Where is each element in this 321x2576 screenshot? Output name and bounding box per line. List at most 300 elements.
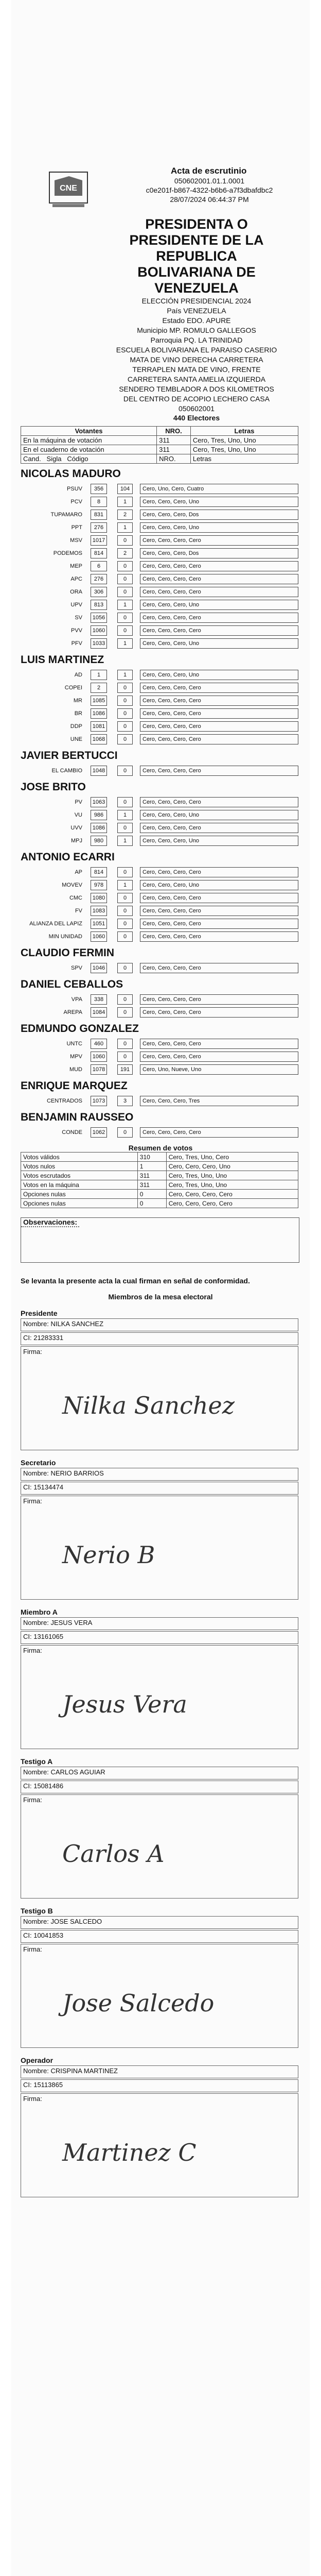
party-code: 460	[91, 1039, 107, 1049]
signature-icon	[21, 1955, 298, 2046]
candidate-name: ANTONIO ECARRI	[21, 851, 115, 863]
party-sigla: MPJ	[71, 837, 82, 844]
party-sigla: CMC	[69, 894, 82, 901]
signature-text: Nilka Sanchez	[62, 1392, 235, 1419]
table-row	[21, 1190, 298, 1199]
party-row	[21, 1126, 298, 1139]
sub-label: Código	[67, 455, 88, 463]
party-votes-words: Cero, Cero, Cero, Cero	[140, 535, 298, 546]
candidate-name: DANIEL CEBALLOS	[21, 978, 123, 990]
party-row	[21, 834, 298, 847]
svg-text:CNE: CNE	[60, 184, 77, 193]
party-code: 1080	[91, 893, 107, 903]
party-code: 1083	[91, 906, 107, 916]
party-code: 1085	[91, 696, 107, 706]
party-sigla: UNTC	[66, 1040, 82, 1047]
party-votes: 0	[117, 963, 133, 973]
party-code: 1060	[91, 625, 107, 636]
party-code: 814	[91, 867, 107, 877]
party-sigla: VU	[74, 811, 82, 818]
party-row	[21, 585, 298, 598]
party-code: 986	[91, 810, 107, 820]
party-row	[21, 808, 298, 821]
signature-box	[21, 1645, 298, 1749]
party-sigla: CENTRADOS	[46, 1097, 82, 1104]
party-votes: 0	[117, 1007, 133, 1018]
party-row	[21, 547, 298, 560]
party-sigla: PODEMOS	[53, 550, 82, 556]
party-votes-words: Cero, Cero, Cero, Cero	[140, 1007, 298, 1018]
party-code: 1046	[91, 963, 107, 973]
party-votes: 0	[117, 766, 133, 776]
votantes-table	[21, 426, 298, 464]
party-row	[21, 521, 298, 534]
party-code: 8	[91, 497, 107, 507]
candidate-name: NICOLAS MADURO	[21, 468, 121, 480]
party-votes-words: Cero, Cero, Cero, Cero	[140, 994, 298, 1005]
party-votes-words: Cero, Cero, Cero, Cero	[140, 1127, 298, 1138]
party-code: 1073	[91, 1096, 107, 1106]
cell: En el cuaderno de votación	[21, 445, 157, 454]
member-name: Nombre: JOSE SALCEDO	[21, 1916, 298, 1929]
table-row	[21, 1171, 298, 1180]
cne-logo-icon	[48, 170, 88, 210]
firma-label: Firma:	[23, 1796, 42, 1804]
party-sigla: AP	[75, 869, 82, 875]
party-row	[21, 795, 298, 808]
cell: 311	[157, 436, 191, 445]
members-list	[21, 1309, 298, 2197]
party-row	[21, 733, 298, 745]
party-sigla: AD	[74, 671, 82, 678]
acta-label: Acta de escrutinio	[171, 166, 247, 176]
cell: 0	[137, 1199, 166, 1208]
party-votes: 0	[117, 994, 133, 1005]
party-row	[21, 508, 298, 521]
party-votes: 0	[117, 708, 133, 719]
member-block	[21, 1907, 298, 2048]
party-code: 2	[91, 683, 107, 693]
cell: 311	[157, 445, 191, 454]
cell: Cero, Tres, Uno, Uno	[166, 1180, 298, 1190]
header	[11, 0, 310, 216]
firma-label: Firma:	[23, 1945, 42, 1953]
observaciones-box	[21, 1217, 299, 1263]
party-votes-words: Cero, Cero, Cero, Uno	[140, 810, 298, 820]
table-row	[21, 436, 298, 445]
observaciones-label: Observaciones:	[21, 1218, 79, 1227]
party-code: 1081	[91, 721, 107, 732]
header-info	[124, 166, 294, 204]
receipt	[11, 0, 310, 2576]
candidates-list	[21, 468, 298, 1139]
party-votes-words: Cero, Uno, Cero, Cuatro	[140, 484, 298, 494]
party-row	[21, 1063, 298, 1076]
party-votes-words: Cero, Cero, Cero, Cero	[140, 906, 298, 916]
sub-cand	[21, 454, 157, 464]
datetime: 28/07/2024 06:44:37 PM	[170, 195, 249, 204]
party-sigla: MEP	[70, 563, 82, 569]
signature-text: Carlos A	[62, 1840, 165, 1868]
party-sigla: ORA	[70, 588, 82, 595]
party-code: 813	[91, 600, 107, 610]
member-ci: CI: 21283331	[21, 1332, 298, 1345]
cell: Votos nulos	[21, 1162, 138, 1171]
th-nro: NRO.	[157, 427, 191, 436]
member-block	[21, 1459, 298, 1600]
party-votes: 0	[117, 823, 133, 833]
party-votes-words: Cero, Cero, Cero, Cero	[140, 919, 298, 929]
party-sigla: PSUV	[67, 485, 82, 492]
signature-box	[21, 2093, 298, 2197]
party-votes: 191	[117, 1064, 133, 1075]
member-name: Nombre: NERIO BARRIOS	[21, 1468, 298, 1481]
party-votes: 1	[117, 522, 133, 533]
party-votes: 0	[117, 867, 133, 877]
page-title: PRESIDENTA O PRESIDENTE DE LA REPUBLICA BOLIVARIANA DE VENEZUELA	[129, 216, 264, 296]
party-row	[21, 891, 298, 904]
signature-box	[21, 1944, 298, 2048]
table-row	[21, 1180, 298, 1190]
party-row	[21, 878, 298, 891]
member-name: Nombre: CARLOS AGUIAR	[21, 1767, 298, 1780]
signature-icon	[21, 1357, 298, 1449]
party-votes-words: Cero, Cero, Cero, Uno	[140, 880, 298, 890]
party-votes: 0	[117, 893, 133, 903]
party-votes: 0	[117, 1052, 133, 1062]
party-sigla: FV	[75, 907, 82, 914]
member-role: Miembro A	[21, 1608, 58, 1616]
party-votes-words: Cero, Cero, Cero, Uno	[140, 600, 298, 610]
party-votes: 0	[117, 587, 133, 597]
mesa-title: Miembros de la mesa electoral	[108, 1293, 213, 1301]
school: ESCUELA BOLIVARIANA EL PARAISO CASERIO MATA DE VINO DERECHA CARRETERA TERRAPLEN MATA DE VINO, FRENTE CARRETERA SANTA AMELIA IZQUIERDA SENDERO TEMBLADOR A DOS KILOMETROS DEL CENTRO DE ACOPIO LECHERO CASA	[116, 346, 277, 403]
party-code: 1086	[91, 708, 107, 719]
party-votes: 1	[117, 810, 133, 820]
firma-label: Firma:	[23, 1497, 42, 1505]
party-code: 1048	[91, 766, 107, 776]
table-row	[21, 1199, 298, 1208]
signature-box	[21, 1794, 298, 1899]
th-letras: Letras	[190, 427, 298, 436]
party-sigla: MOVEV	[62, 882, 82, 888]
party-code: 1051	[91, 919, 107, 929]
party-votes: 104	[117, 484, 133, 494]
member-role: Presidente	[21, 1309, 58, 1317]
state: Estado EDO. APURE	[162, 316, 231, 325]
party-row	[21, 930, 298, 943]
party-code: 1068	[91, 734, 107, 744]
party-row	[21, 707, 298, 720]
party-code: 1060	[91, 1052, 107, 1062]
cell: 1	[137, 1162, 166, 1171]
party-sigla: VPA	[71, 996, 82, 1003]
party-votes-words: Cero, Uno, Nueve, Uno	[140, 1064, 298, 1075]
party-sigla: PVV	[70, 627, 82, 634]
firma-label: Firma:	[23, 1647, 42, 1654]
party-sigla: UVV	[70, 824, 82, 831]
member-block	[21, 1309, 298, 1450]
party-votes-words: Cero, Cero, Cero, Cero	[140, 797, 298, 807]
firma-label: Firma:	[23, 1348, 42, 1355]
party-row	[21, 1050, 298, 1063]
party-row	[21, 637, 298, 650]
signature-icon	[21, 2104, 298, 2196]
party-votes: 2	[117, 510, 133, 520]
party-votes-words: Cero, Cero, Cero, Dos	[140, 548, 298, 558]
party-votes: 0	[117, 721, 133, 732]
summary-table	[21, 1152, 298, 1208]
country: País VENEZUELA	[167, 307, 226, 315]
party-code: 1060	[91, 931, 107, 942]
signature-icon	[21, 1506, 298, 1598]
party-sigla: SV	[75, 614, 82, 621]
party-votes: 1	[117, 638, 133, 649]
party-code: 814	[91, 548, 107, 558]
party-row	[21, 624, 298, 637]
party-votes: 0	[117, 906, 133, 916]
party-votes: 2	[117, 548, 133, 558]
party-votes: 0	[117, 734, 133, 744]
party-row	[21, 720, 298, 733]
serial: 050602001.01.1.0001	[174, 177, 245, 185]
member-ci: CI: 15081486	[21, 1781, 298, 1793]
party-sigla: ALIANZA DEL LAPIZ	[29, 920, 82, 927]
member-ci: CI: 10041853	[21, 1930, 298, 1943]
cell: Votos válidos	[21, 1153, 138, 1162]
party-sigla: UPV	[70, 601, 82, 608]
party-code: 978	[91, 880, 107, 890]
candidate-name: BENJAMIN RAUSSEO	[21, 1111, 134, 1123]
party-votes-words: Cero, Cero, Cero, Cero	[140, 893, 298, 903]
party-row	[21, 598, 298, 611]
cell: 310	[137, 1153, 166, 1162]
party-votes: 1	[117, 670, 133, 680]
party-row	[21, 681, 298, 694]
party-sigla: MUD	[69, 1066, 82, 1073]
member-block	[21, 1608, 298, 1749]
member-role: Testigo A	[21, 1757, 53, 1766]
party-votes-words: Cero, Cero, Cero, Uno	[140, 638, 298, 649]
party-row	[21, 1094, 298, 1107]
party-row	[21, 993, 298, 1006]
signature-icon	[21, 1805, 298, 1897]
party-votes-words: Cero, Cero, Cero, Uno	[140, 522, 298, 533]
signature-text: Jose Salcedo	[62, 1989, 215, 2017]
party-sigla: APC	[70, 575, 82, 582]
party-code: 1063	[91, 797, 107, 807]
party-votes-words: Cero, Cero, Cero, Cero	[140, 613, 298, 623]
party-votes-words: Cero, Cero, Cero, Tres	[140, 1096, 298, 1106]
cell: Cero, Cero, Cero, Cero	[166, 1190, 298, 1199]
party-votes: 0	[117, 931, 133, 942]
cell: Cero, Cero, Cero, Uno	[166, 1162, 298, 1171]
party-votes: 0	[117, 625, 133, 636]
party-votes-words: Cero, Cero, Cero, Cero	[140, 963, 298, 973]
party-votes: 0	[117, 696, 133, 706]
party-votes-words: Cero, Cero, Cero, Uno	[140, 497, 298, 507]
candidate-name: ENRIQUE MARQUEZ	[21, 1080, 128, 1092]
candidate-name: EDMUNDO GONZALEZ	[21, 1023, 139, 1035]
party-sigla: UNE	[70, 736, 82, 742]
member-ci: CI: 15134474	[21, 1482, 298, 1495]
party-sigla: PFV	[71, 640, 82, 647]
cell: Cero, Cero, Cero, Cero	[166, 1199, 298, 1208]
party-sigla: AREPA	[63, 1009, 82, 1015]
party-sigla: PV	[75, 799, 82, 805]
party-row	[21, 495, 298, 508]
party-votes: 0	[117, 797, 133, 807]
member-role: Testigo B	[21, 1907, 53, 1915]
party-votes-words: Cero, Cero, Cero, Uno	[140, 836, 298, 846]
party-row	[21, 917, 298, 930]
party-row	[21, 961, 298, 974]
party-row	[21, 821, 298, 834]
member-name: Nombre: NILKA SANCHEZ	[21, 1318, 298, 1331]
party-sigla: SPV	[70, 964, 82, 971]
candidate-name: CLAUDIO FERMIN	[21, 947, 114, 959]
member-name: Nombre: JESUS VERA	[21, 1617, 298, 1630]
cell: Opciones nulas	[21, 1199, 138, 1208]
signature-box	[21, 1496, 298, 1600]
cell: Cero, Tres, Uno, Uno	[190, 445, 298, 454]
party-sigla: MPV	[70, 1053, 82, 1060]
sub-label: NRO.	[157, 454, 191, 464]
party-sigla: PCV	[70, 498, 82, 505]
party-votes-words: Cero, Cero, Cero, Cero	[140, 1052, 298, 1062]
party-votes: 1	[117, 497, 133, 507]
party-votes: 0	[117, 613, 133, 623]
party-code: 356	[91, 484, 107, 494]
party-sigla: MSV	[70, 537, 82, 544]
party-votes-words: Cero, Cero, Cero, Uno	[140, 670, 298, 680]
party-votes-words: Cero, Cero, Cero, Cero	[140, 587, 298, 597]
party-code: 276	[91, 574, 107, 584]
party-votes: 3	[117, 1096, 133, 1106]
candidate-name: JOSE BRITO	[21, 781, 86, 793]
party-row	[21, 904, 298, 917]
party-votes: 0	[117, 1039, 133, 1049]
party-sigla: COPEI	[64, 684, 82, 691]
party-votes-words: Cero, Cero, Cero, Cero	[140, 823, 298, 833]
party-code: 1017	[91, 535, 107, 546]
party-code: 1062	[91, 1127, 107, 1138]
firma-label: Firma:	[23, 2095, 42, 2103]
party-votes: 0	[117, 1127, 133, 1138]
party-code: 1033	[91, 638, 107, 649]
cell: 311	[137, 1171, 166, 1180]
candidate-name: LUIS MARTINEZ	[21, 654, 104, 666]
cell: En la máquina de votación	[21, 436, 157, 445]
party-votes: 0	[117, 574, 133, 584]
conformity-note: Se levanta la presente acta la cual firman en señal de conformidad.	[21, 1277, 250, 1285]
party-row	[21, 572, 298, 585]
table-row	[21, 1153, 298, 1162]
party-sigla: MR	[73, 697, 82, 704]
party-votes: 1	[117, 836, 133, 846]
party-sigla: EL CAMBIO	[51, 767, 82, 774]
cell: Votos en la máquina	[21, 1180, 138, 1190]
cell: Votos escrutados	[21, 1171, 138, 1180]
signature-box	[21, 1346, 298, 1450]
party-code: 1056	[91, 613, 107, 623]
party-sigla: CONDE	[62, 1129, 82, 1136]
sub-label: Cand.	[23, 455, 41, 463]
party-code: 306	[91, 587, 107, 597]
party-votes-words: Cero, Cero, Cero, Cero	[140, 625, 298, 636]
party-row	[21, 482, 298, 495]
party-votes-words: Cero, Cero, Cero, Cero	[140, 931, 298, 942]
cell: Opciones nulas	[21, 1190, 138, 1199]
party-code: 831	[91, 510, 107, 520]
signature-icon	[21, 1656, 298, 1748]
party-code: 276	[91, 522, 107, 533]
cell: 0	[137, 1190, 166, 1199]
party-votes-words: Cero, Cero, Cero, Cero	[140, 721, 298, 732]
party-votes-words: Cero, Cero, Cero, Cero	[140, 683, 298, 693]
member-role: Operador	[21, 2056, 53, 2064]
election: ELECCIÓN PRESIDENCIAL 2024	[141, 297, 252, 305]
cell: Cero, Tres, Uno, Uno	[190, 436, 298, 445]
summary-title: Resumen de votos	[128, 1144, 193, 1152]
party-row	[21, 611, 298, 624]
party-votes-words: Cero, Cero, Cero, Cero	[140, 696, 298, 706]
party-sigla: TUPAMARO	[50, 511, 82, 518]
party-votes-words: Cero, Cero, Cero, Cero	[140, 734, 298, 744]
party-votes-words: Cero, Cero, Cero, Cero	[140, 574, 298, 584]
party-code: 6	[91, 561, 107, 571]
party-code: 1	[91, 670, 107, 680]
signature-text: Martinez C	[62, 2139, 197, 2166]
member-block	[21, 1757, 298, 1899]
party-row	[21, 866, 298, 878]
party-votes: 1	[117, 600, 133, 610]
party-sigla: PPT	[71, 524, 82, 531]
cell: Cero, Tres, Uno, Cero	[166, 1153, 298, 1162]
cell: Cero, Tres, Uno, Uno	[166, 1171, 298, 1180]
party-votes-words: Cero, Cero, Cero, Cero	[140, 1039, 298, 1049]
party-row	[21, 764, 298, 777]
party-votes: 1	[117, 880, 133, 890]
cell: 311	[137, 1180, 166, 1190]
table-row	[21, 445, 298, 454]
signature-text: Jesus Vera	[62, 1690, 187, 1718]
table-row	[21, 1162, 298, 1171]
signature-text: Nerio B	[62, 1541, 155, 1569]
sub-label: Letras	[190, 454, 298, 464]
party-row	[21, 1037, 298, 1050]
party-code: 1086	[91, 823, 107, 833]
party-votes: 0	[117, 919, 133, 929]
party-votes: 0	[117, 535, 133, 546]
center-code: 050602001	[178, 404, 215, 413]
party-row	[21, 534, 298, 547]
party-code: 1084	[91, 1007, 107, 1018]
member-name: Nombre: CRISPINA MARTINEZ	[21, 2065, 298, 2078]
party-votes-words: Cero, Cero, Cero, Cero	[140, 766, 298, 776]
party-row	[21, 694, 298, 707]
party-sigla: BR	[74, 710, 82, 717]
party-votes-words: Cero, Cero, Cero, Cero	[140, 708, 298, 719]
electors: 440 Electores	[173, 414, 220, 422]
party-row	[21, 668, 298, 681]
party-code: 338	[91, 994, 107, 1005]
party-code: 980	[91, 836, 107, 846]
member-block	[21, 2056, 298, 2197]
member-ci: CI: 15113865	[21, 2079, 298, 2092]
party-votes: 0	[117, 683, 133, 693]
party-sigla: DDP	[70, 723, 82, 730]
